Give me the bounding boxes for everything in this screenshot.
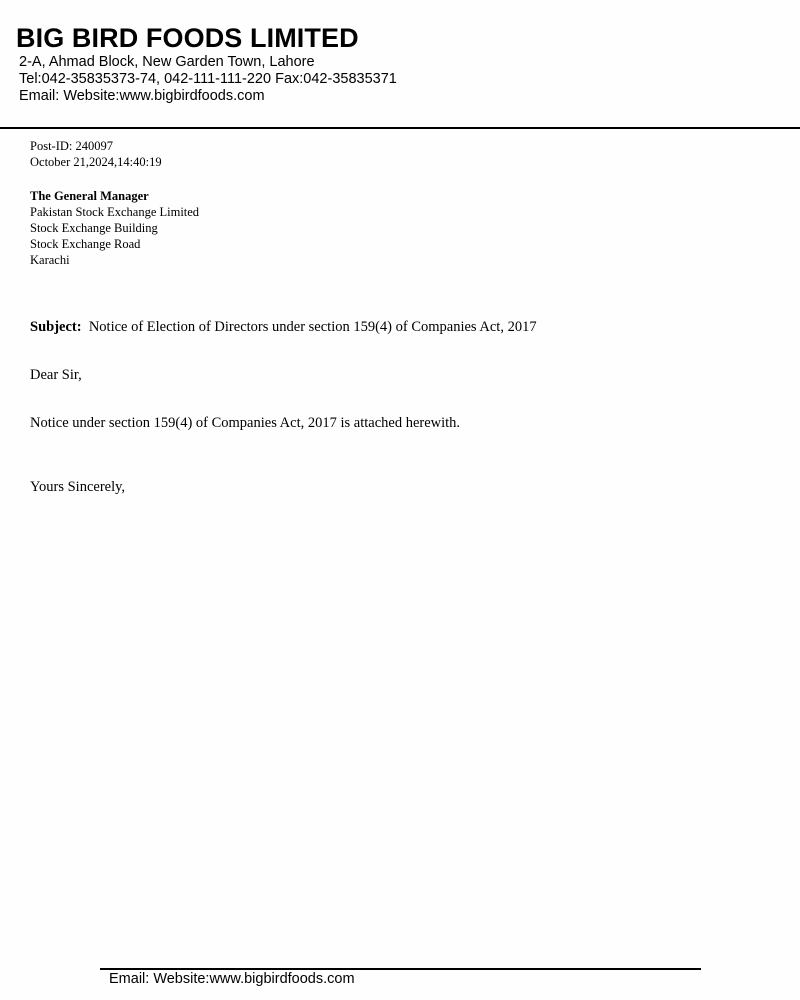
post-datetime: October 21,2024,14:40:19 — [30, 155, 162, 169]
post-id: Post-ID: 240097 — [30, 139, 113, 153]
subject-text: Notice of Election of Directors under section 159(4) of Companies Act, 2017 — [88, 319, 537, 335]
subject-line — [30, 318, 537, 336]
recipient-line: Stock Exchange Road — [30, 237, 141, 251]
footer-email-website: Email: Website:www.bigbirdfoods.com — [109, 971, 355, 987]
recipient-line: Karachi — [30, 253, 70, 267]
letter-body: Notice under section 159(4) of Companies Act, 2017 is attached herewith. — [30, 415, 461, 431]
company-email-website: Email: Website:www.bigbirdfoods.com — [19, 88, 265, 104]
company-phone-fax: Tel:042-35835373-74, 042-111-111-220 Fax:042-35835371 — [19, 71, 397, 87]
closing: Yours Sincerely, — [30, 479, 126, 495]
salutation: Dear Sir, — [30, 367, 82, 383]
header-divider — [0, 127, 800, 129]
recipient-line: Stock Exchange Building — [30, 221, 158, 235]
company-address: 2-A, Ahmad Block, New Garden Town, Lahore — [19, 54, 315, 70]
recipient-line: Pakistan Stock Exchange Limited — [30, 205, 200, 219]
company-name: BIG BIRD FOODS LIMITED — [16, 23, 359, 53]
footer-divider — [100, 968, 701, 970]
subject-label: Subject: — [30, 319, 82, 335]
recipient-title: The General Manager — [30, 189, 149, 203]
